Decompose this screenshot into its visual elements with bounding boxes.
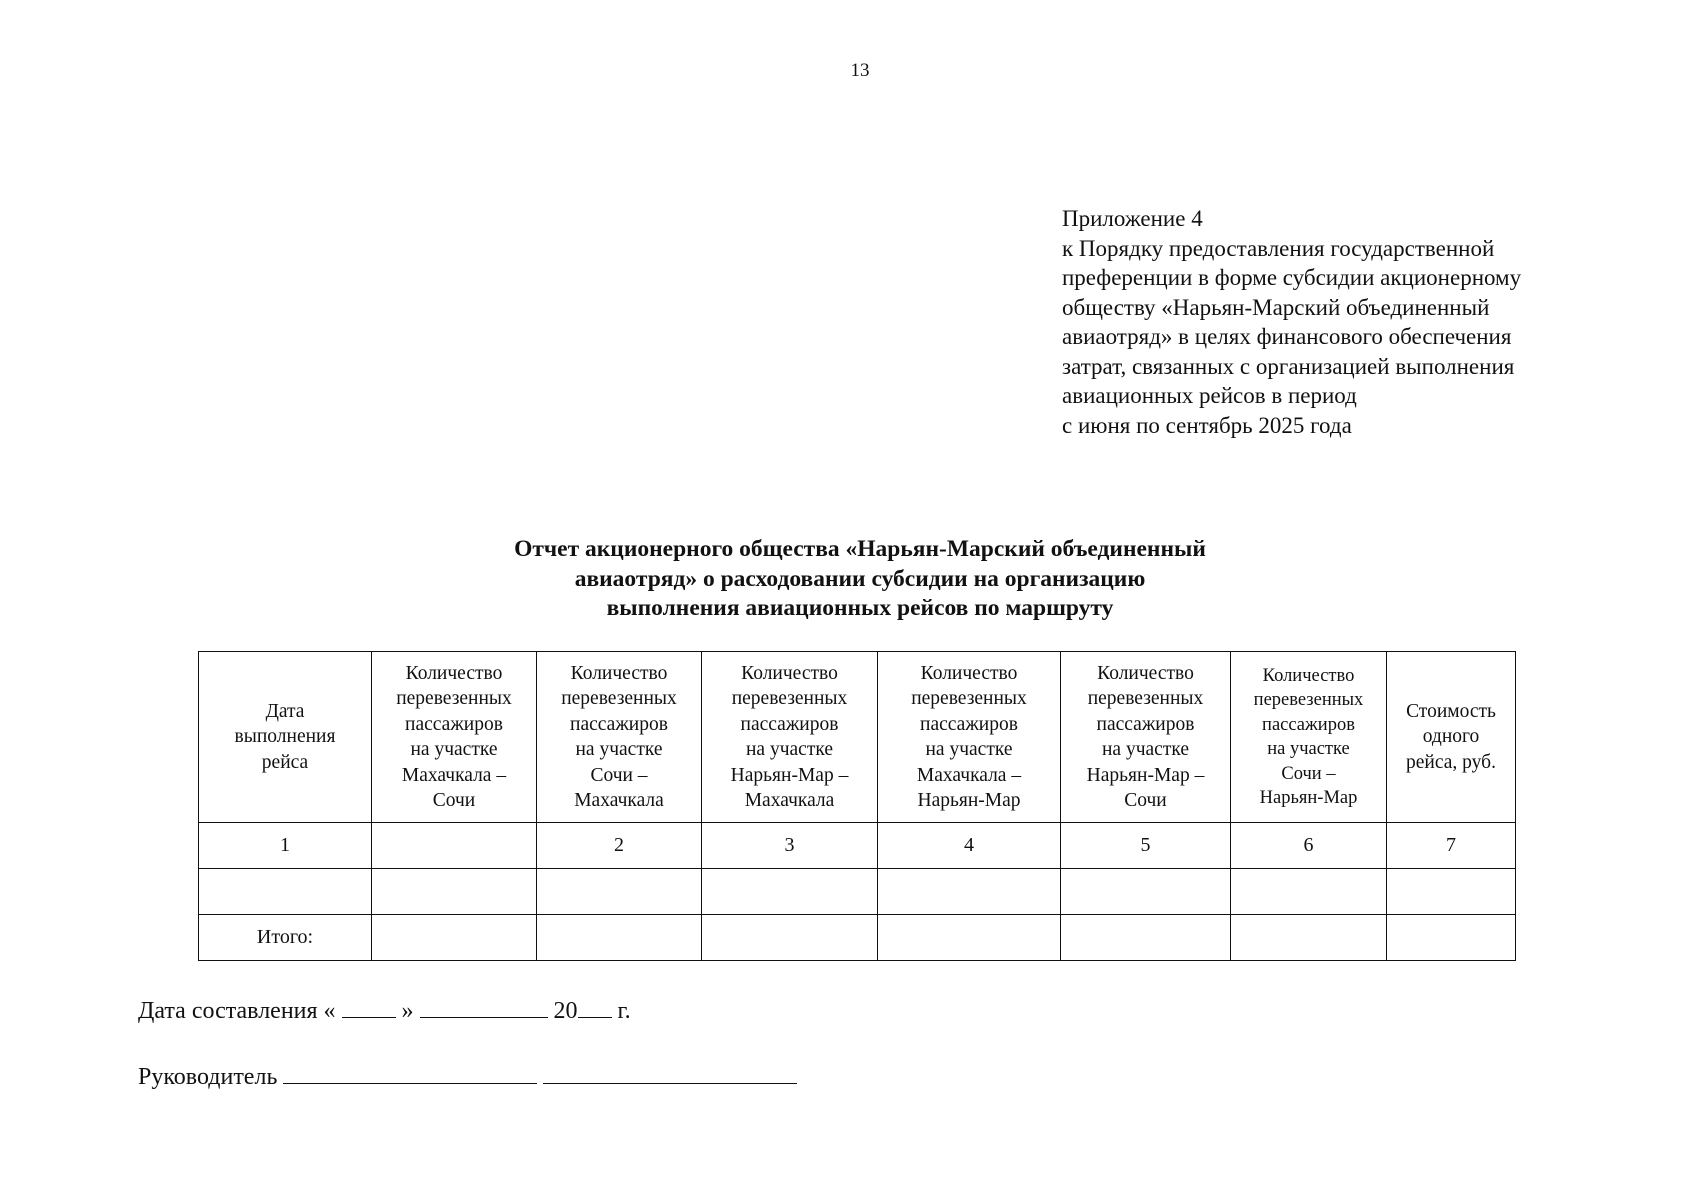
appendix-line: к Порядку предоставления государственной xyxy=(1062,235,1495,261)
table-cell xyxy=(1387,869,1516,915)
head-label: Руководитель xyxy=(138,1064,278,1090)
total-label-cell: Итого: xyxy=(199,915,372,961)
total-cell xyxy=(1387,915,1516,961)
column-number-cell: 4 xyxy=(878,823,1061,869)
total-cell xyxy=(372,915,537,961)
name-blank xyxy=(543,1063,797,1084)
table-cell xyxy=(1231,869,1387,915)
header-cell-makhachkala-naryanmar: Количество перевезенных пассажиров на участке Махачкала – Нарьян-Мар xyxy=(878,652,1061,823)
table-cell xyxy=(199,869,372,915)
date-quote-close: » xyxy=(401,998,414,1024)
total-cell xyxy=(1061,915,1231,961)
total-cell xyxy=(878,915,1061,961)
appendix-line: авиационных рейсов в период xyxy=(1062,383,1357,408)
total-cell xyxy=(702,915,878,961)
header-cell-flight-cost: Стоимость одного рейса, руб. xyxy=(1387,652,1516,823)
appendix-line: авиаотряд» в целях финансового обеспечения xyxy=(1062,324,1512,349)
title-line: Отчет акционерного общества «Нарьян-Марский объединенный xyxy=(514,536,1206,562)
title-line: выполнения авиационных рейсов по маршруту xyxy=(606,595,1114,621)
head-signature-line xyxy=(138,1063,797,1091)
signature-blank xyxy=(283,1063,537,1084)
column-number-cell: 1 xyxy=(199,823,372,869)
column-number-cell: 5 xyxy=(1061,823,1231,869)
header-cell-flight-date: Дата выполнения рейса xyxy=(199,652,372,823)
year-suffix: г. xyxy=(617,998,631,1024)
document-title xyxy=(420,535,1300,624)
appendix-line: Приложение 4 xyxy=(1062,206,1203,231)
appendix-line: преференции в форме субсидии акционерному xyxy=(1062,265,1522,290)
table-cell xyxy=(702,869,878,915)
table-header-row xyxy=(199,652,1516,823)
day-blank xyxy=(342,997,396,1018)
total-row xyxy=(199,915,1516,961)
compilation-date-label: Дата составления « xyxy=(138,998,336,1024)
appendix-block xyxy=(1062,204,1622,440)
page-number: 13 xyxy=(850,60,870,81)
appendix-line: затрат, связанных с организацией выполнения xyxy=(1062,353,1515,379)
column-number-cell: 7 xyxy=(1387,823,1516,869)
header-cell-makhachkala-sochi: Количество перевезенных пассажиров на участке Махачкала – Сочи xyxy=(372,652,537,823)
total-cell xyxy=(537,915,702,961)
month-blank xyxy=(420,997,548,1018)
appendix-line: с июня по сентябрь 2025 года xyxy=(1062,412,1352,438)
column-number-cell: 3 xyxy=(702,823,878,869)
header-cell-sochi-naryanmar: Количество перевезенных пассажиров на участке Сочи – Нарьян-Мар xyxy=(1231,652,1387,823)
table-cell xyxy=(372,869,537,915)
table-row xyxy=(199,869,1516,915)
header-cell-naryanmar-sochi: Количество перевезенных пассажиров на участке Нарьян-Мар – Сочи xyxy=(1061,652,1231,823)
column-number-cell: 2 xyxy=(537,823,702,869)
header-cell-sochi-makhachkala: Количество перевезенных пассажиров на участке Сочи – Махачкала xyxy=(537,652,702,823)
table-cell xyxy=(1061,869,1231,915)
title-line: авиаотряд» о расходовании субсидии на организацию xyxy=(574,565,1146,592)
column-number-row xyxy=(199,823,1516,869)
table-cell xyxy=(537,869,702,915)
column-number-cell: 6 xyxy=(1231,823,1387,869)
table-cell xyxy=(878,869,1061,915)
appendix-line: обществу «Нарьян-Марский объединенный xyxy=(1062,294,1490,320)
year-prefix: 20 xyxy=(553,998,578,1024)
header-cell-naryanmar-makhachkala: Количество перевезенных пассажиров на участке Нарьян-Мар – Махачкала xyxy=(702,652,878,823)
year-blank xyxy=(578,997,612,1018)
compilation-date-line xyxy=(138,997,631,1025)
report-table xyxy=(198,651,1516,961)
column-number-cell xyxy=(372,823,537,869)
total-cell xyxy=(1231,915,1387,961)
